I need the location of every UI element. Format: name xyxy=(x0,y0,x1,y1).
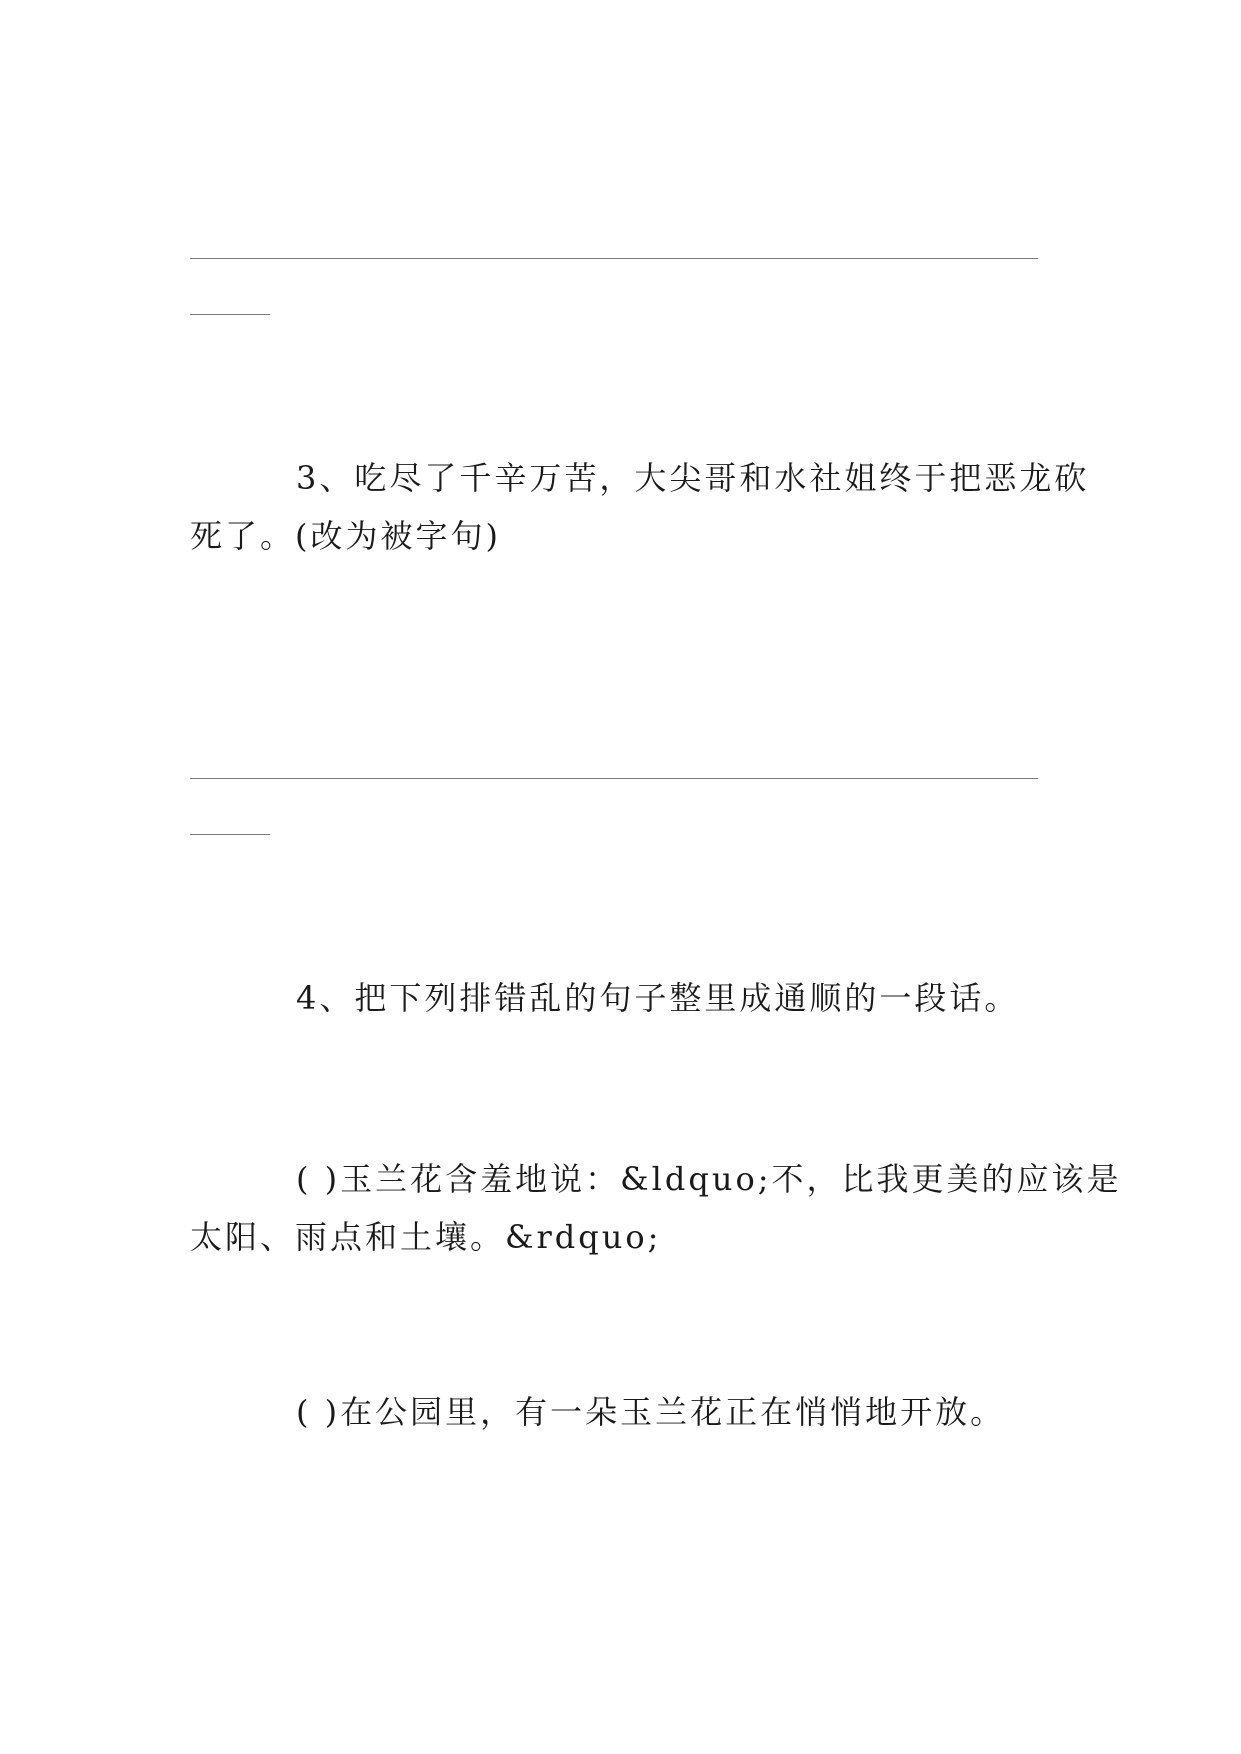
question-4-item-1-line-1: ( )玉兰花含羞地说：&ldquo;不，比我更美的应该是 xyxy=(296,1160,1122,1198)
answer-blank-line-long xyxy=(190,258,1038,259)
answer-blank-line-long xyxy=(190,778,1038,779)
answer-blank-line-short xyxy=(190,314,270,315)
question-4-item-1-line-2: 太阳、雨点和土壤。&rdquo; xyxy=(190,1218,662,1256)
question-4-item-2: ( )在公园里，有一朵玉兰花正在悄悄地开放。 xyxy=(296,1393,1006,1431)
answer-blank-line-short xyxy=(190,834,270,835)
question-4-prompt: 4、把下列排错乱的句子整里成通顺的一段话。 xyxy=(296,979,1020,1017)
question-3-line-1: 3、吃尽了千辛万苦，大尖哥和水社姐终于把恶龙砍 xyxy=(296,459,1090,497)
question-3-line-2: 死了。(改为被字句) xyxy=(190,517,501,555)
